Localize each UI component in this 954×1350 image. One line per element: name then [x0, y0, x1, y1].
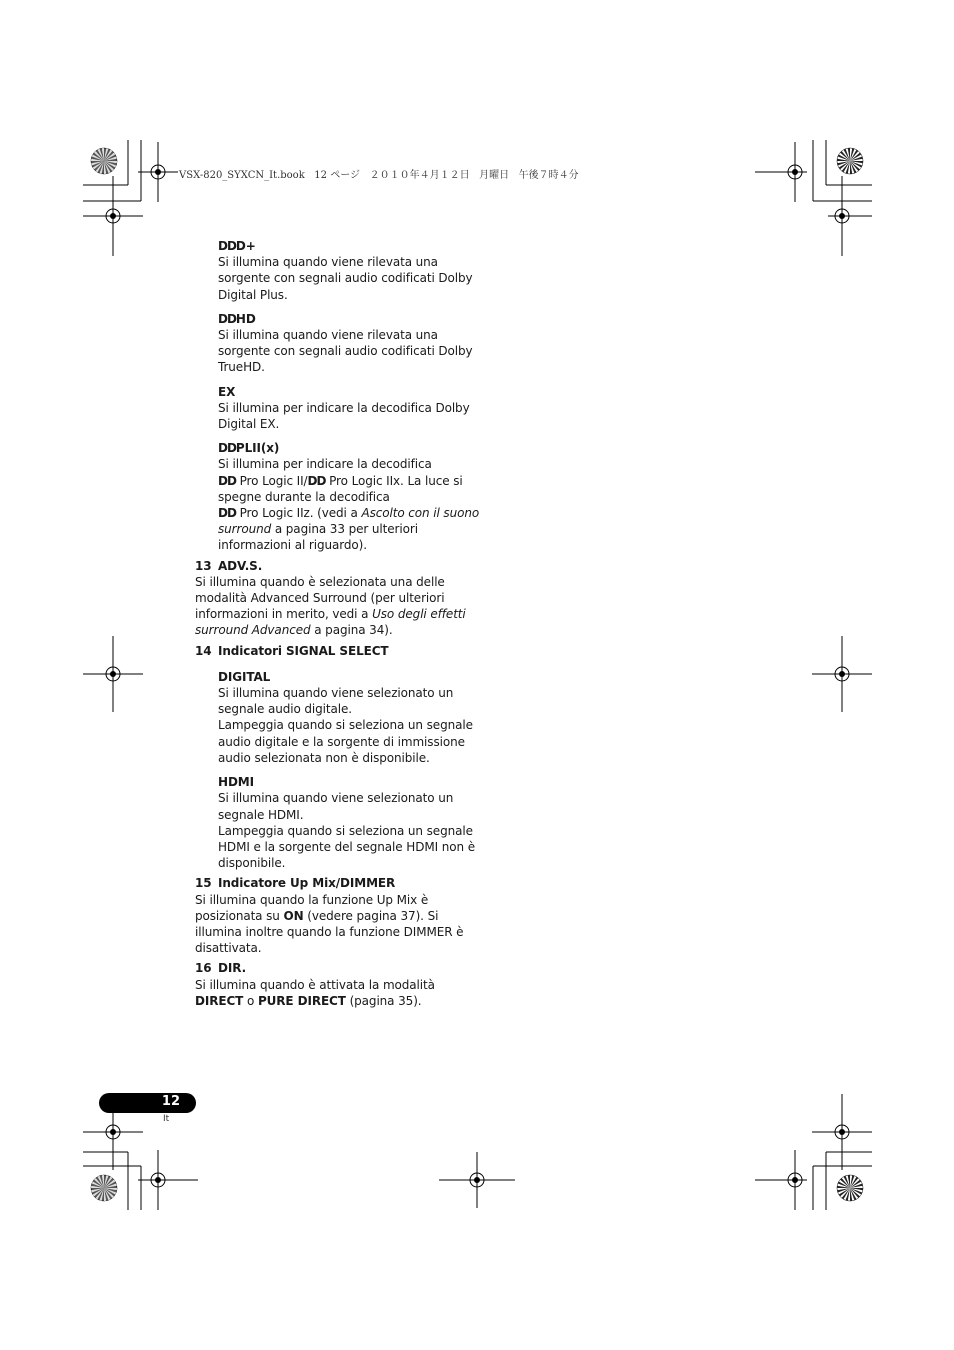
section-14: [195, 643, 480, 872]
page-number-badge: [99, 1093, 196, 1113]
section-13: [195, 558, 480, 639]
section-title: Indicatori SIGNAL SELECT: [218, 643, 389, 658]
section-number: 13: [195, 558, 212, 573]
section-number: 15: [195, 876, 212, 891]
section-title: DIR.: [218, 961, 247, 976]
dolby-logo-icon: DD: [218, 239, 236, 253]
item-title: D+: [235, 239, 256, 253]
item-digital: [195, 669, 480, 766]
dolby-logo-icon: DD: [218, 506, 236, 521]
item-title: DIGITAL: [218, 669, 271, 684]
item-pro-logic: [195, 440, 480, 553]
item-text: Si illumina quando viene selezionato un segnale HDMI.: [218, 791, 454, 822]
dolby-logo-icon: DD: [218, 441, 236, 456]
page-number: 12: [161, 1094, 180, 1109]
dolby-logo-icon: DD: [218, 311, 236, 326]
section-text: Si illumina quando la funzione Up Mix è posizionata su ON (vedere pagina 37). Si illumina inoltre quando la funzione DIMMER è disattivata.: [195, 892, 464, 956]
header-page-word: ページ: [330, 170, 361, 181]
item-title: PLII(x): [235, 441, 280, 456]
section-text: Si illumina quando è selezionata una delle modalità Advanced Surround (per ulteriori informazioni in merito, vedi a Uso degli effetti surround Advanced a pagina 34).: [195, 574, 466, 638]
item-title: HD: [235, 311, 256, 326]
dolby-logo-icon: DD: [307, 473, 326, 488]
item-dolby-digital-plus: [195, 238, 480, 303]
header-page: 12: [314, 170, 328, 181]
item-text: Lampeggia quando si seleziona un segnale audio digitale e la sorgente di immissione audio selezionata non è disponibile.: [218, 718, 473, 765]
page-language: It: [163, 1114, 170, 1124]
section-number: 16: [195, 961, 212, 976]
item-text: Si illumina per indicare la decodifica DD Pro Logic II/DD Pro Logic IIx. La luce si spegne durante la decodifica DD Pro Logic IIz. (vedi a Ascolto con il suono surround a pagina 33 per ulteriori informazioni al riguardo).: [218, 457, 480, 553]
section-15: [195, 875, 480, 956]
section-16: [195, 960, 480, 1009]
item-title: EX: [218, 384, 236, 399]
item-ex: [195, 384, 480, 433]
section-text: Si illumina quando è attivata la modalità DIRECT o PURE DIRECT (pagina 35).: [195, 977, 435, 1008]
registration-target-icon: [837, 148, 863, 174]
item-hdmi: [195, 774, 480, 871]
content-column: [195, 238, 480, 1009]
registration-target-icon: [91, 148, 117, 174]
registration-target-icon: [837, 1175, 863, 1201]
section-title: Indicatore Up Mix/DIMMER: [218, 876, 396, 891]
item-title: HDMI: [218, 775, 255, 790]
item-text: Si illumina per indicare la decodifica Dolby Digital EX.: [218, 400, 470, 432]
header-filename: VSX-820_SYXCN_It.book: [179, 170, 305, 181]
item-text: Si illumina quando viene rilevata una sorgente con segnali audio codificati Dolby Digital Plus.: [218, 255, 473, 302]
item-text: Lampeggia quando si seleziona un segnale HDMI e la sorgente del segnale HDMI non è disponibile.: [218, 823, 476, 871]
header-weekday: 月曜日: [479, 170, 510, 181]
registration-target-icon: [91, 1175, 117, 1201]
header-date: ２０１０年４月１２日: [369, 170, 470, 181]
header-time: 午後７時４分: [518, 170, 579, 181]
item-text: Si illumina quando viene selezionato un segnale audio digitale.: [218, 686, 454, 717]
print-header: [179, 166, 579, 181]
dolby-logo-icon: DD: [218, 473, 236, 488]
section-number: 14: [195, 643, 212, 658]
item-text: Si illumina quando viene rilevata una sorgente con segnali audio codificati Dolby TrueHD.: [218, 328, 473, 375]
item-dolby-truehd: [195, 311, 480, 376]
section-title: ADV.S.: [218, 558, 263, 573]
